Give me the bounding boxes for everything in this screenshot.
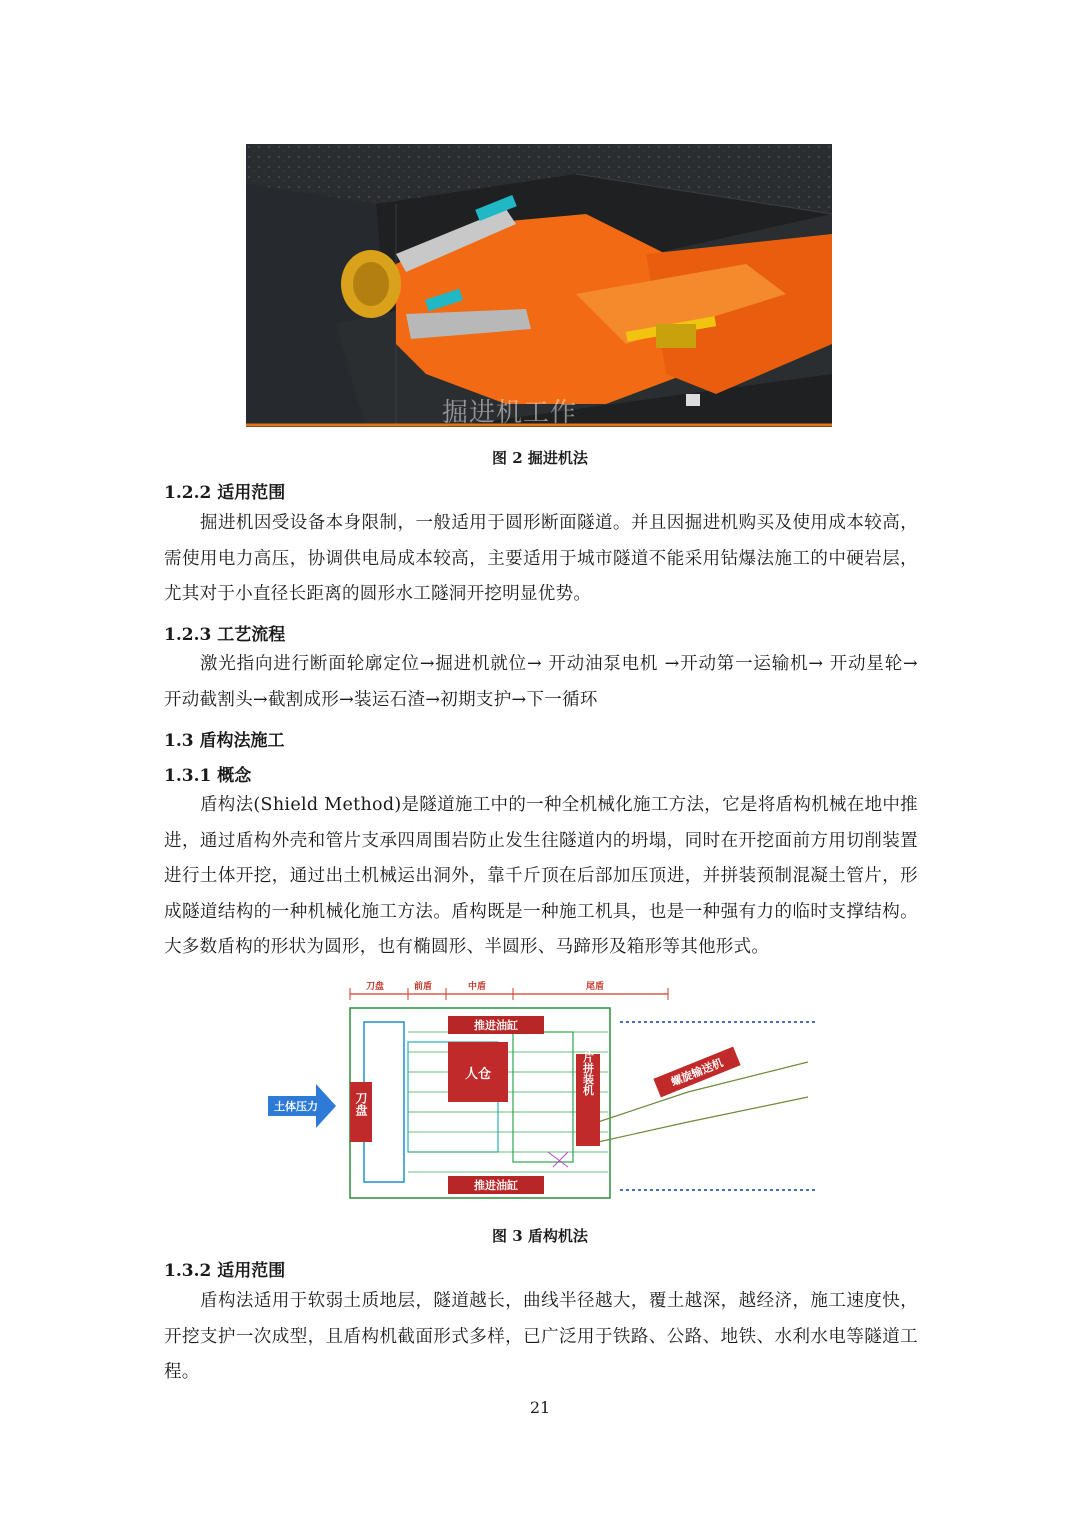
screw-conveyor-label: 螺旋输送机 — [669, 1056, 726, 1089]
paragraph-1-3-2: 盾构法适用于软弱土质地层，隧道越长，曲线半径越大，覆土越深，越经济，施工速度快，开挖支护一次成型，且盾构机截面形式多样，已广泛用于铁路、公路、地铁、水利水电等隧道工程。 — [164, 1291, 918, 1382]
cutterhead-label: 刀盘 — [354, 1092, 368, 1116]
paragraph-1-2-2: 掘进机因受设备本身限制，一般适用于圆形断面隧道。并且因掘进机购买及使用成本较高，需使用电力高压，协调供电局成本较高，主要适用于城市隧道不能采用钻爆法施工的中硬岩层，尤其对于小直径长距离的圆形水工隧洞开挖明显优势。 — [164, 513, 918, 604]
roadheader-illustration — [246, 144, 832, 427]
shield-machine-diagram — [268, 972, 826, 1208]
paragraph-1-3-1: 盾构法(Shield Method)是隧道施工中的一种全机械化施工方法，它是将盾构机械在地中推进，通过盾构外壳和管片支承四周围岩防止发生往隧道内的坍塌，同时在开挖面前方用切削装置进行土体开挖，通过出土机械运出洞外，靠千斤顶在后部加压顶进，并拼装预制混凝土管片，形成隧道结构的一种机械化施工方法。盾构既是一种施工机具，也是一种强有力的临时支撑结构。大多数盾构的形状为圆形，也有椭圆形、半圆形、马蹄形及箱形等其他形式。 — [164, 795, 918, 957]
section-heading-1-2-2: 1.2.2 适用范围 — [164, 483, 286, 503]
section-heading-1-3: 1.3 盾构法施工 — [164, 731, 285, 751]
figure2-caption: 图 2 掘进机法 — [492, 449, 588, 467]
section-heading-1-3-2: 1.3.2 适用范围 — [164, 1261, 286, 1281]
figure3-caption: 图 3 盾构机法 — [492, 1227, 588, 1245]
roadheader-figure — [246, 144, 832, 427]
page-number: 21 — [529, 1398, 551, 1417]
man-lock-label: 人仓 — [464, 1067, 492, 1082]
jack-top-label: 推进油缸 — [474, 1019, 518, 1032]
label-cutterhead-section: 刀盘 — [366, 982, 385, 992]
section-heading-1-3-1: 1.3.1 概念 — [164, 766, 252, 786]
jack-bottom-label: 推进油缸 — [474, 1179, 518, 1192]
paragraph-1-2-3: 激光指向进行断面轮廓定位→掘进机就位→ 开动油泵电机 →开动第一运输机→ 开动星轮→ 开动截割头→截割成形→装运石渣→初期支护→下一循环 — [164, 654, 918, 710]
earth-pressure-label: 土体压力 — [274, 1100, 318, 1113]
shield-machine-figure — [268, 972, 826, 1208]
section-heading-1-2-3: 1.2.3 工艺流程 — [164, 625, 286, 645]
figure-subtitle: 掘进机工作 — [442, 398, 578, 427]
label-tail-shield: 尾盾 — [586, 982, 605, 992]
label-front-shield: 前盾 — [414, 982, 433, 992]
label-middle-shield: 中盾 — [468, 982, 487, 992]
erector-label: 管片拼装机 — [581, 1040, 595, 1096]
